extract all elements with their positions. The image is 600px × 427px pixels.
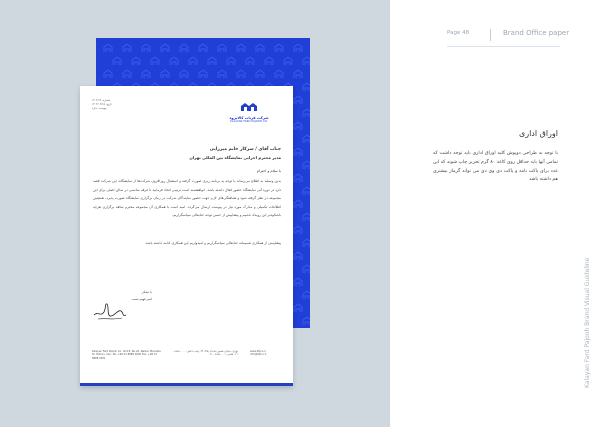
- pattern-mark-icon: [303, 187, 310, 195]
- pattern-mark-icon: [303, 109, 310, 117]
- pattern-mark-icon: [161, 70, 169, 78]
- closing-text: با تشکر: [141, 290, 152, 294]
- pattern-mark-icon: [151, 57, 159, 65]
- letter-footer: [92, 350, 281, 370]
- signer-name: امیر فهیم نسب: [131, 297, 152, 301]
- pattern-mark-icon: [294, 96, 302, 104]
- pattern-mark-icon: [294, 278, 302, 286]
- footer-address-en: Kalayan Fard Pajooh Co. Unit 8, No.24, Nelson Mandela St. Tehran, Iran. Tel: +98 21 8888 0000 Fax: +98 21 8888 0001: [92, 350, 161, 360]
- meta-attachment: پیوست: ندارد: [92, 107, 107, 111]
- letterhead-front-sheet: [80, 86, 293, 386]
- pattern-mark-icon: [227, 57, 235, 65]
- pattern-mark-icon: [303, 83, 310, 91]
- pattern-mark-icon: [104, 70, 112, 78]
- section-body: با توجه به طراحی دوپوش کلیه اوراق اداری باید توجه داشت که تمامی آنها باید حداقل روی کاغذ ۸۰ گرم تحریر چاپ شوند که این عدد برای پاکت نامه و پاکت دی وی دی می تواند گرماژ بیشتری هم داشته باشد: [432, 151, 558, 183]
- pattern-mark-icon: [294, 44, 302, 52]
- pattern-mark-icon: [275, 70, 283, 78]
- pattern-mark-icon: [303, 213, 310, 221]
- pattern-mark-icon: [113, 57, 121, 65]
- page-number: Page 48: [447, 30, 470, 36]
- pattern-mark-icon: [265, 57, 273, 65]
- pattern-mark-icon: [256, 44, 264, 52]
- pattern-mark-icon: [218, 70, 226, 78]
- header-rule: [447, 46, 560, 47]
- pattern-mark-icon: [303, 317, 310, 325]
- pattern-mark-icon: [142, 44, 150, 52]
- pattern-mark-icon: [303, 57, 310, 65]
- pattern-mark-icon: [303, 161, 310, 169]
- pattern-mark-icon: [294, 304, 302, 312]
- logo-name-en: KALAYAN FARD PAJOOH CO.: [230, 120, 268, 124]
- pattern-mark-icon: [303, 291, 310, 299]
- pattern-mark-icon: [256, 70, 264, 78]
- pattern-mark-icon: [199, 44, 207, 52]
- pattern-mark-icon: [180, 70, 188, 78]
- pattern-mark-icon: [170, 57, 178, 65]
- pattern-mark-icon: [275, 44, 283, 52]
- pattern-mark-icon: [199, 70, 207, 78]
- pattern-mark-icon: [284, 57, 292, 65]
- pattern-mark-icon: [237, 44, 245, 52]
- pattern-mark-icon: [237, 70, 245, 78]
- pattern-mark-icon: [294, 226, 302, 234]
- footer-web: www.kfpco.ir info@kfpco.ir: [250, 350, 267, 357]
- handwritten-signature: [92, 299, 128, 323]
- pattern-mark-icon: [303, 265, 310, 273]
- header-title: Brand Office paper: [503, 29, 570, 37]
- company-logo: [219, 97, 279, 123]
- pattern-mark-icon: [294, 70, 302, 78]
- footer-address-fa: تهران، خیابان نلسون ماندلا، پلاک ۲۴، واحد ۸ تلفن: ۸۸۸۸۰۰۰۰ - ۰۲۱ فکس: ۸۸۸۸۰۰۰۱ - ۰۲۱: [172, 350, 238, 357]
- recipient-title: مدیر محترم اجرایی نمایشگاه بین المللی تهران: [189, 155, 281, 160]
- letter-meta: [92, 99, 136, 111]
- pattern-mark-icon: [161, 44, 169, 52]
- pattern-mark-icon: [218, 44, 226, 52]
- greeting: با سلام و احترام: [256, 169, 281, 173]
- pattern-mark-icon: [142, 70, 150, 78]
- pattern-mark-icon: [294, 252, 302, 260]
- header-divider: [490, 29, 491, 41]
- pattern-mark-icon: [294, 148, 302, 156]
- meta-number: شماره: ۱۴۰۳/۱۲: [92, 99, 111, 102]
- pattern-mark-icon: [104, 44, 112, 52]
- pattern-mark-icon: [303, 239, 310, 247]
- logo-mark-icon: [239, 102, 259, 112]
- letter-body: بدین وسیله به اطلاع می‌رساند با توجه به برنامه ریزی صورت گرفته و استقبال روزافزون شرکت‌ها از نمایشگاه، این شرکت قصد دارد در دوره آتی نمایشگاه حضور فعال داشته باشد. خواهشمند است ترتیبی اتخاذ فرمایید تا غرفه مناسبی در سالن اصلی برای این مجموعه در نظر گرفته شود و هماهنگی‌های لازم جهت حضور نمایندگان شرکت در زمان برگزاری نمایشگاه صورت پذیرد. همچنین اطلاعات تکمیلی و مدارک مورد نیاز در پیوست ارسال می‌گردد. امید است با همکاری آن مجموعه محترم شاهد برگزاری هرچه باشکوه‌تر این رویداد باشیم و پیشاپیش از حسن توجه جنابعالی سپاسگزاریم.: [93, 179, 281, 218]
- vertical-caption: Kalayan Fard Pajooh Brand Visual Guideline: [584, 257, 591, 388]
- pattern-mark-icon: [303, 135, 310, 143]
- pattern-mark-icon: [294, 122, 302, 130]
- pattern-mark-icon: [180, 44, 188, 52]
- pattern-mark-icon: [208, 57, 216, 65]
- pattern-mark-icon: [123, 70, 131, 78]
- pattern-mark-icon: [246, 57, 254, 65]
- pattern-mark-icon: [294, 200, 302, 208]
- pattern-mark-icon: [294, 174, 302, 182]
- recipient-name: جناب آقای / سرکار خانم میرزایی: [209, 147, 281, 152]
- page-header: [447, 29, 570, 41]
- meta-date: تاریخ: ۱۴۰۳/۰۲/۱۵: [92, 103, 112, 107]
- letter-body-closing: پیشاپیش از همکاری صمیمانه جنابعالی سپاسگزاریم و امیدواریم این همکاری ادامه داشته باشد.: [144, 241, 281, 245]
- pattern-mark-icon: [189, 57, 197, 65]
- section-title: اوراق اداری: [518, 129, 558, 138]
- pattern-mark-icon: [123, 44, 131, 52]
- logo-name-fa: شرکت فرتاب کالاپژوه: [229, 116, 269, 120]
- footer-brand-bar: [80, 383, 293, 386]
- pattern-mark-icon: [132, 57, 140, 65]
